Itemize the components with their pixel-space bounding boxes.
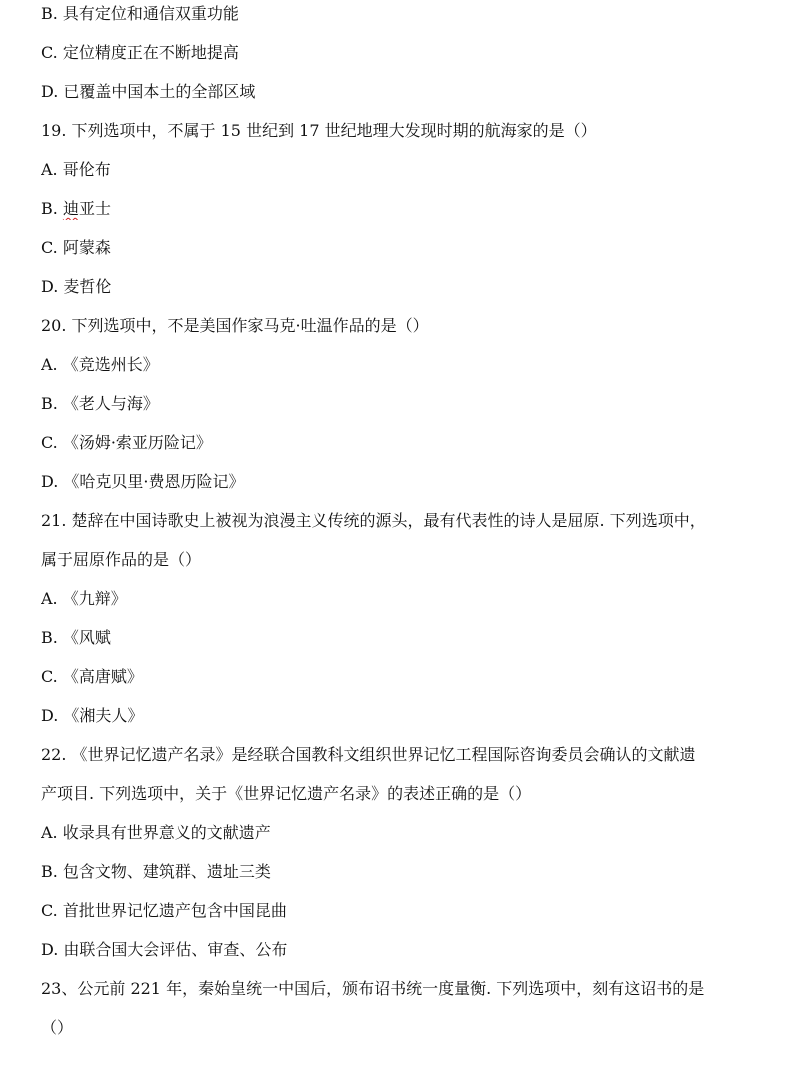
option-d-text: D. 已覆盖中国本土的全部区域 (41, 82, 256, 101)
q19-option-b (41, 198, 766, 220)
q19-option-b-suffix: 亚士 (78, 199, 111, 218)
question-22-line-1: 22. 《世界记忆遗产名录》是经联合国教科文组织世界记忆工程国际咨询委员会确认的文献遗 (41, 745, 696, 764)
q19-option-b-prefix: B. (41, 199, 63, 218)
option-c-text: C. 定位精度正在不断地提高 (41, 43, 239, 62)
q22-option-c: C. 首批世界记忆遗产包含中国昆曲 (41, 901, 287, 920)
q19-option-a: A. 哥伦布 (41, 160, 111, 179)
q21-option-d: D. 《湘夫人》 (41, 706, 144, 725)
q20-option-a: A. 《竞选州长》 (41, 355, 159, 374)
q20-option-c: C. 《汤姆·索亚历险记》 (41, 433, 212, 452)
question-21-line-1: 21. 楚辞在中国诗歌史上被视为浪漫主义传统的源头，最有代表性的诗人是屈原. 下列选项中， (41, 511, 706, 530)
q22-option-a: A. 收录具有世界意义的文献遗产 (41, 823, 271, 842)
q20-option-d: D. 《哈克贝里·费恩历险记》 (41, 472, 245, 491)
q20-option-b: B. 《老人与海》 (41, 394, 159, 413)
question-23-line-2: （） (41, 1018, 74, 1037)
question-23-line-1: 23、公元前 221 年，秦始皇统一中国后，颁布诏书统一度量衡. 下列选项中，刻有这诏书的是 (41, 979, 705, 998)
q21-option-c: C. 《高唐赋》 (41, 667, 143, 686)
q21-option-b: B. 《风赋 (41, 628, 111, 647)
q21-option-a: A. 《九辩》 (41, 589, 127, 608)
question-20: 20. 下列选项中，不是美国作家马克·吐温作品的是（） (41, 316, 429, 335)
q19-option-c: C. 阿蒙森 (41, 238, 111, 257)
question-22-line-2: 产项目. 下列选项中，关于《世界记忆遗产名录》的表述正确的是（） (41, 784, 532, 803)
question-21-line-2: 属于屈原作品的是（） (41, 550, 202, 569)
spellcheck-squiggle-word: 迪 (62, 199, 79, 218)
q22-option-d: D. 由联合国大会评估、审查、公布 (41, 940, 288, 959)
option-b-text: B. 具有定位和通信双重功能 (41, 4, 239, 23)
q22-option-b: B. 包含文物、建筑群、遗址三类 (41, 862, 271, 881)
question-19: 19. 下列选项中，不属于 15 世纪到 17 世纪地理大发现时期的航海家的是（） (41, 121, 597, 140)
q19-option-d: D. 麦哲伦 (41, 277, 112, 296)
